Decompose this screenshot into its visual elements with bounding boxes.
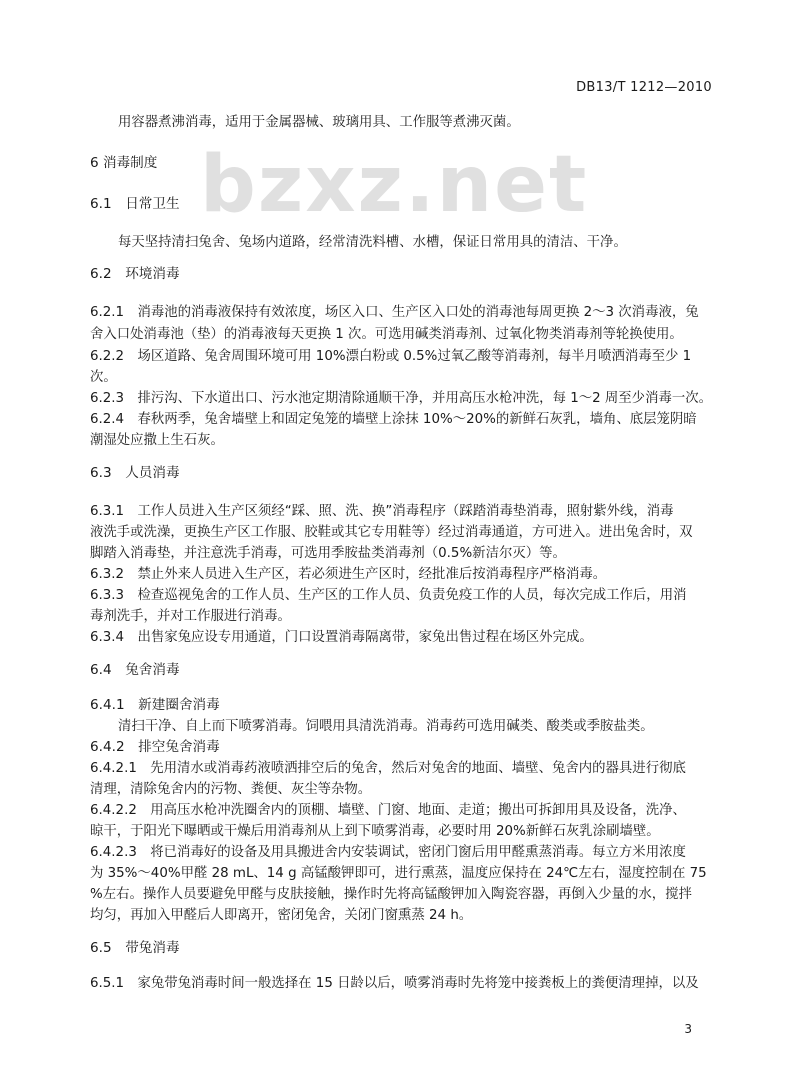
body-line: 舍入口处消毒池（垫）的消毒液每天更换 1 次。可选用碱类消毒剂、过氧化物类消毒剂等轮换使用。 [90, 327, 683, 342]
body-line: 6.2.1 消毒池的消毒液保持有效浓度，场区入口、生产区入口处的消毒池每周更换 2～3 次消毒液，兔 [90, 305, 699, 320]
body-line: 6.3.4 出售家兔应设专用通道，门口设置消毒隔离带，家兔出售过程在场区外完成。 [90, 630, 593, 645]
body-line: 毒剂洗手，并对工作服进行消毒。 [90, 609, 291, 624]
body-line: 潮湿处应撒上生石灰。 [90, 433, 224, 448]
page-number: 3 [684, 1022, 692, 1036]
body-line: 6.2.2 场区道路、兔舍周围环境可用 10%漂白粉或 0.5%过氧乙酸等消毒剂，每半月喷洒消毒至少 1 [90, 349, 692, 364]
body-line: 均匀，再加入甲醛后人即离开，密闭兔舍，关闭门窗熏蒸 24 h。 [90, 908, 473, 923]
body-line: 6.2.4 春秋两季，兔舍墙壁上和固定兔笼的墙壁上涂抹 10%～20%的新鲜石灰乳，墙角、底层笼阴暗 [90, 412, 697, 427]
body-line: 次。 [90, 370, 117, 385]
standard-code: DB13/T 1212—2010 [576, 80, 712, 95]
subsection-heading: 6.3 人员消毒 [90, 465, 180, 481]
subsection-heading: 6.4 兔舍消毒 [90, 662, 180, 678]
body-line: 每天坚持清扫兔舍、兔场内道路，经常清洗料槽、水槽，保证日常用具的清洁、干净。 [118, 235, 627, 250]
body-line: 用容器煮沸消毒，适用于金属器械、玻璃用具、工作服等煮沸灭菌。 [118, 115, 520, 130]
body-line: 6.4.2.2 用高压水枪冲洗圈舍内的顶棚、墙壁、门窗、地面、走道；搬出可拆卸用具及设备，洗净、 [90, 803, 686, 818]
body-line: 为 35%～40%甲醛 28 mL、14 g 高锰酸钾即可，进行熏蒸，温度应保持在 24℃左右，湿度控制在 75 [90, 866, 707, 881]
subsection-heading: 6.1 日常卫生 [90, 196, 180, 212]
clause-heading: 6.4.2 排空兔舍消毒 [90, 739, 220, 755]
body-line: 脚踏入消毒垫，并注意洗手消毒，可选用季胺盐类消毒剂（0.5%新洁尔灭）等。 [90, 546, 566, 561]
body-line: 6.5.1 家兔带兔消毒时间一般选择在 15 日龄以后，喷雾消毒时先将笼中接粪板上的粪便清理掉，以及 [90, 976, 699, 991]
body-line: 清扫干净、自上而下喷雾消毒。饲喂用具清洗消毒。消毒药可选用碱类、酸类或季胺盐类。 [118, 719, 654, 734]
body-line: 6.2.3 排污沟、下水道出口、污水池定期清除通顺干净，并用高压水枪冲洗，每 1～2 周至少消毒一次。 [90, 391, 713, 406]
subsection-heading: 6.5 带兔消毒 [90, 940, 180, 956]
body-line: 6.3.1 工作人员进入生产区须经“踩、照、洗、换”消毒程序（踩踏消毒垫消毒，照射紫外线，消毒 [90, 504, 674, 519]
body-line: 6.3.3 检查巡视兔舍的工作人员、生产区的工作人员、负责免疫工作的人员，每次完成工作后，用消 [90, 588, 687, 603]
body-line: 6.4.2.3 将已消毒好的设备及用具搬进舍内安装调试，密闭门窗后用甲醛熏蒸消毒。每立方米用浓度 [90, 845, 686, 860]
body-line: 清理，清除兔舍内的污物、粪便、灰尘等杂物。 [90, 782, 372, 797]
section-heading: 6 消毒制度 [90, 155, 158, 171]
body-line: 6.4.2.1 先用清水或消毒药液喷洒排空后的兔舍，然后对兔舍的地面、墙壁、兔舍内的器具进行彻底 [90, 761, 686, 776]
clause-heading: 6.4.1 新建圈舍消毒 [90, 697, 220, 713]
watermark: bzxz.net [200, 140, 589, 230]
subsection-heading: 6.2 环境消毒 [90, 266, 180, 282]
body-line: 6.3.2 禁止外来人员进入生产区，若必须进生产区时，经批准后按消毒程序严格消毒。 [90, 567, 607, 582]
body-line: 液洗手或洗澡，更换生产区工作服、胶鞋或其它专用鞋等）经过消毒通道，方可进入。进出兔舍时，双 [90, 525, 693, 540]
body-line: %左右。操作人员要避免甲醛与皮肤接触，操作时先将高锰酸钾加入陶瓷容器，再倒入少量的水，搅拌 [90, 887, 692, 902]
body-line: 晾干，于阳光下曝晒或干燥后用消毒剂从上到下喷雾消毒，必要时用 20%新鲜石灰乳涂刷墙壁。 [90, 824, 660, 839]
